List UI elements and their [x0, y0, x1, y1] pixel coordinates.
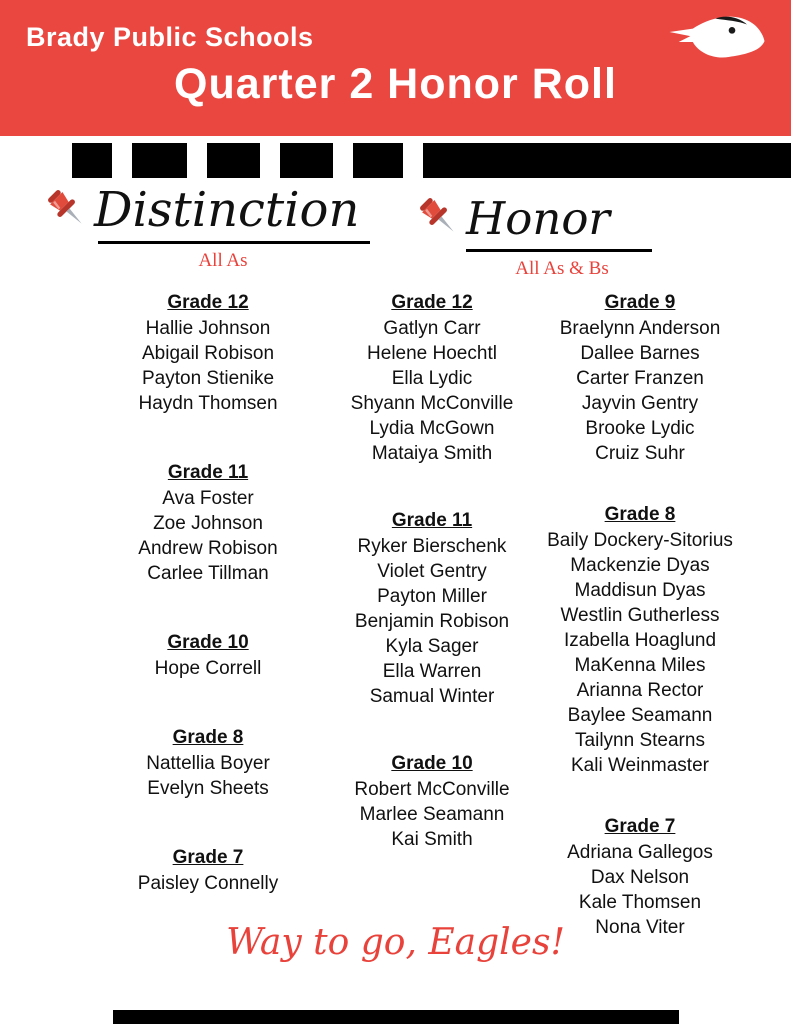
student-name: Mataiya Smith	[371, 443, 493, 464]
distinction-title: Distinction	[94, 182, 360, 238]
honor-title: Honor	[466, 191, 610, 245]
student-name: Braelynn Anderson	[559, 318, 721, 339]
grade-heading: Grade 8	[604, 504, 676, 525]
pushpin-icon	[40, 182, 96, 238]
student-name: Carlee Tillman	[147, 563, 269, 584]
student-name: Kai Smith	[391, 829, 473, 850]
honor-underline	[466, 249, 652, 252]
student-name: Cruiz Suhr	[595, 443, 685, 464]
honor-roll-lists	[0, 292, 791, 952]
student-name: Kale Thomsen	[578, 892, 702, 913]
stripe-block	[207, 143, 260, 178]
student-name: Helene Hoechtl	[367, 343, 497, 364]
grade-heading: Grade 8	[172, 727, 244, 748]
student-name: Benjamin Robison	[354, 611, 510, 632]
student-name: Brooke Lydic	[585, 418, 695, 439]
student-name: Mackenzie Dyas	[570, 555, 710, 576]
school-name: Brady Public Schools	[26, 22, 314, 52]
student-name: Ella Warren	[382, 661, 482, 682]
grade-group	[312, 292, 552, 466]
student-name: Adriana Gallegos	[567, 842, 713, 863]
stripe-block	[423, 143, 791, 178]
distinction-subtitle: All As	[198, 250, 248, 271]
student-name: Dallee Barnes	[580, 343, 700, 364]
student-name: Violet Gentry	[377, 561, 487, 582]
student-name: Baylee Seamann	[567, 705, 713, 726]
student-name: Kyla Sager	[385, 636, 479, 657]
grade-group	[312, 510, 552, 709]
grade-heading: Grade 12	[167, 292, 249, 313]
grade-heading: Grade 9	[604, 292, 676, 313]
student-name: Paisley Connelly	[137, 873, 279, 894]
student-name: Payton Stienike	[141, 368, 275, 389]
student-name: Zoe Johnson	[153, 513, 263, 534]
student-name: Arianna Rector	[576, 680, 704, 701]
student-name: Dax Nelson	[590, 867, 690, 888]
student-name: Andrew Robison	[138, 538, 278, 559]
stripe-block	[132, 143, 187, 178]
stripe-block	[280, 143, 333, 178]
student-name: Payton Miller	[377, 586, 487, 607]
honor-column-1	[312, 292, 552, 896]
student-name: Izabella Hoaglund	[563, 630, 717, 651]
student-name: Nattellia Boyer	[146, 753, 270, 774]
student-name: Lydia McGown	[369, 418, 495, 439]
footer-message: Way to go, Eagles!	[226, 922, 565, 963]
student-name: Baily Dockery-Sitorius	[547, 530, 733, 551]
distinction-title-row	[40, 182, 370, 238]
student-name: Maddisun Dyas	[574, 580, 706, 601]
bottom-bar	[113, 1010, 679, 1024]
student-name: MaKenna Miles	[574, 655, 706, 676]
student-name: Evelyn Sheets	[147, 778, 269, 799]
student-name: Samual Winter	[369, 686, 495, 707]
student-name: Hallie Johnson	[145, 318, 271, 339]
stripe-divider	[72, 143, 791, 178]
student-name: Carter Franzen	[576, 368, 704, 389]
student-name: Jayvin Gentry	[581, 393, 699, 414]
student-name: Ella Lydic	[391, 368, 473, 389]
grade-group	[520, 504, 760, 778]
student-name: Abigail Robison	[141, 343, 275, 364]
student-name: Gatlyn Carr	[383, 318, 481, 339]
student-name: Kali Weinmaster	[571, 755, 709, 776]
grade-group	[520, 292, 760, 466]
student-name: Haydn Thomsen	[138, 393, 278, 414]
header-banner	[0, 0, 791, 136]
honor-title-row	[412, 190, 652, 246]
grade-heading: Grade 10	[391, 753, 473, 774]
grade-heading: Grade 7	[604, 816, 676, 837]
student-name: Robert McConville	[354, 779, 510, 800]
page-title: Quarter 2 Honor Roll	[174, 60, 617, 108]
student-name: Shyann McConville	[350, 393, 514, 414]
grade-heading: Grade 12	[391, 292, 473, 313]
distinction-section-header	[40, 182, 370, 272]
pushpin-icon	[412, 190, 468, 246]
grade-heading: Grade 11	[167, 462, 249, 483]
grade-heading: Grade 11	[391, 510, 473, 531]
grade-heading: Grade 7	[172, 847, 244, 868]
grade-group	[312, 753, 552, 852]
eagle-logo-icon	[667, 6, 767, 68]
student-name: Ryker Bierschenk	[357, 536, 507, 557]
student-name: Nona Viter	[595, 917, 685, 938]
student-name: Ava Foster	[162, 488, 254, 509]
honor-column-2	[520, 292, 760, 978]
stripe-block	[72, 143, 112, 178]
student-name: Tailynn Stearns	[575, 730, 705, 751]
student-name: Hope Correll	[154, 658, 262, 679]
grade-heading: Grade 10	[167, 632, 249, 653]
stripe-block	[353, 143, 403, 178]
student-name: Westlin Gutherless	[560, 605, 720, 626]
honor-subtitle: All As & Bs	[515, 258, 609, 279]
distinction-underline	[98, 241, 370, 244]
honor-section-header	[412, 190, 652, 280]
student-name: Marlee Seamann	[359, 804, 505, 825]
